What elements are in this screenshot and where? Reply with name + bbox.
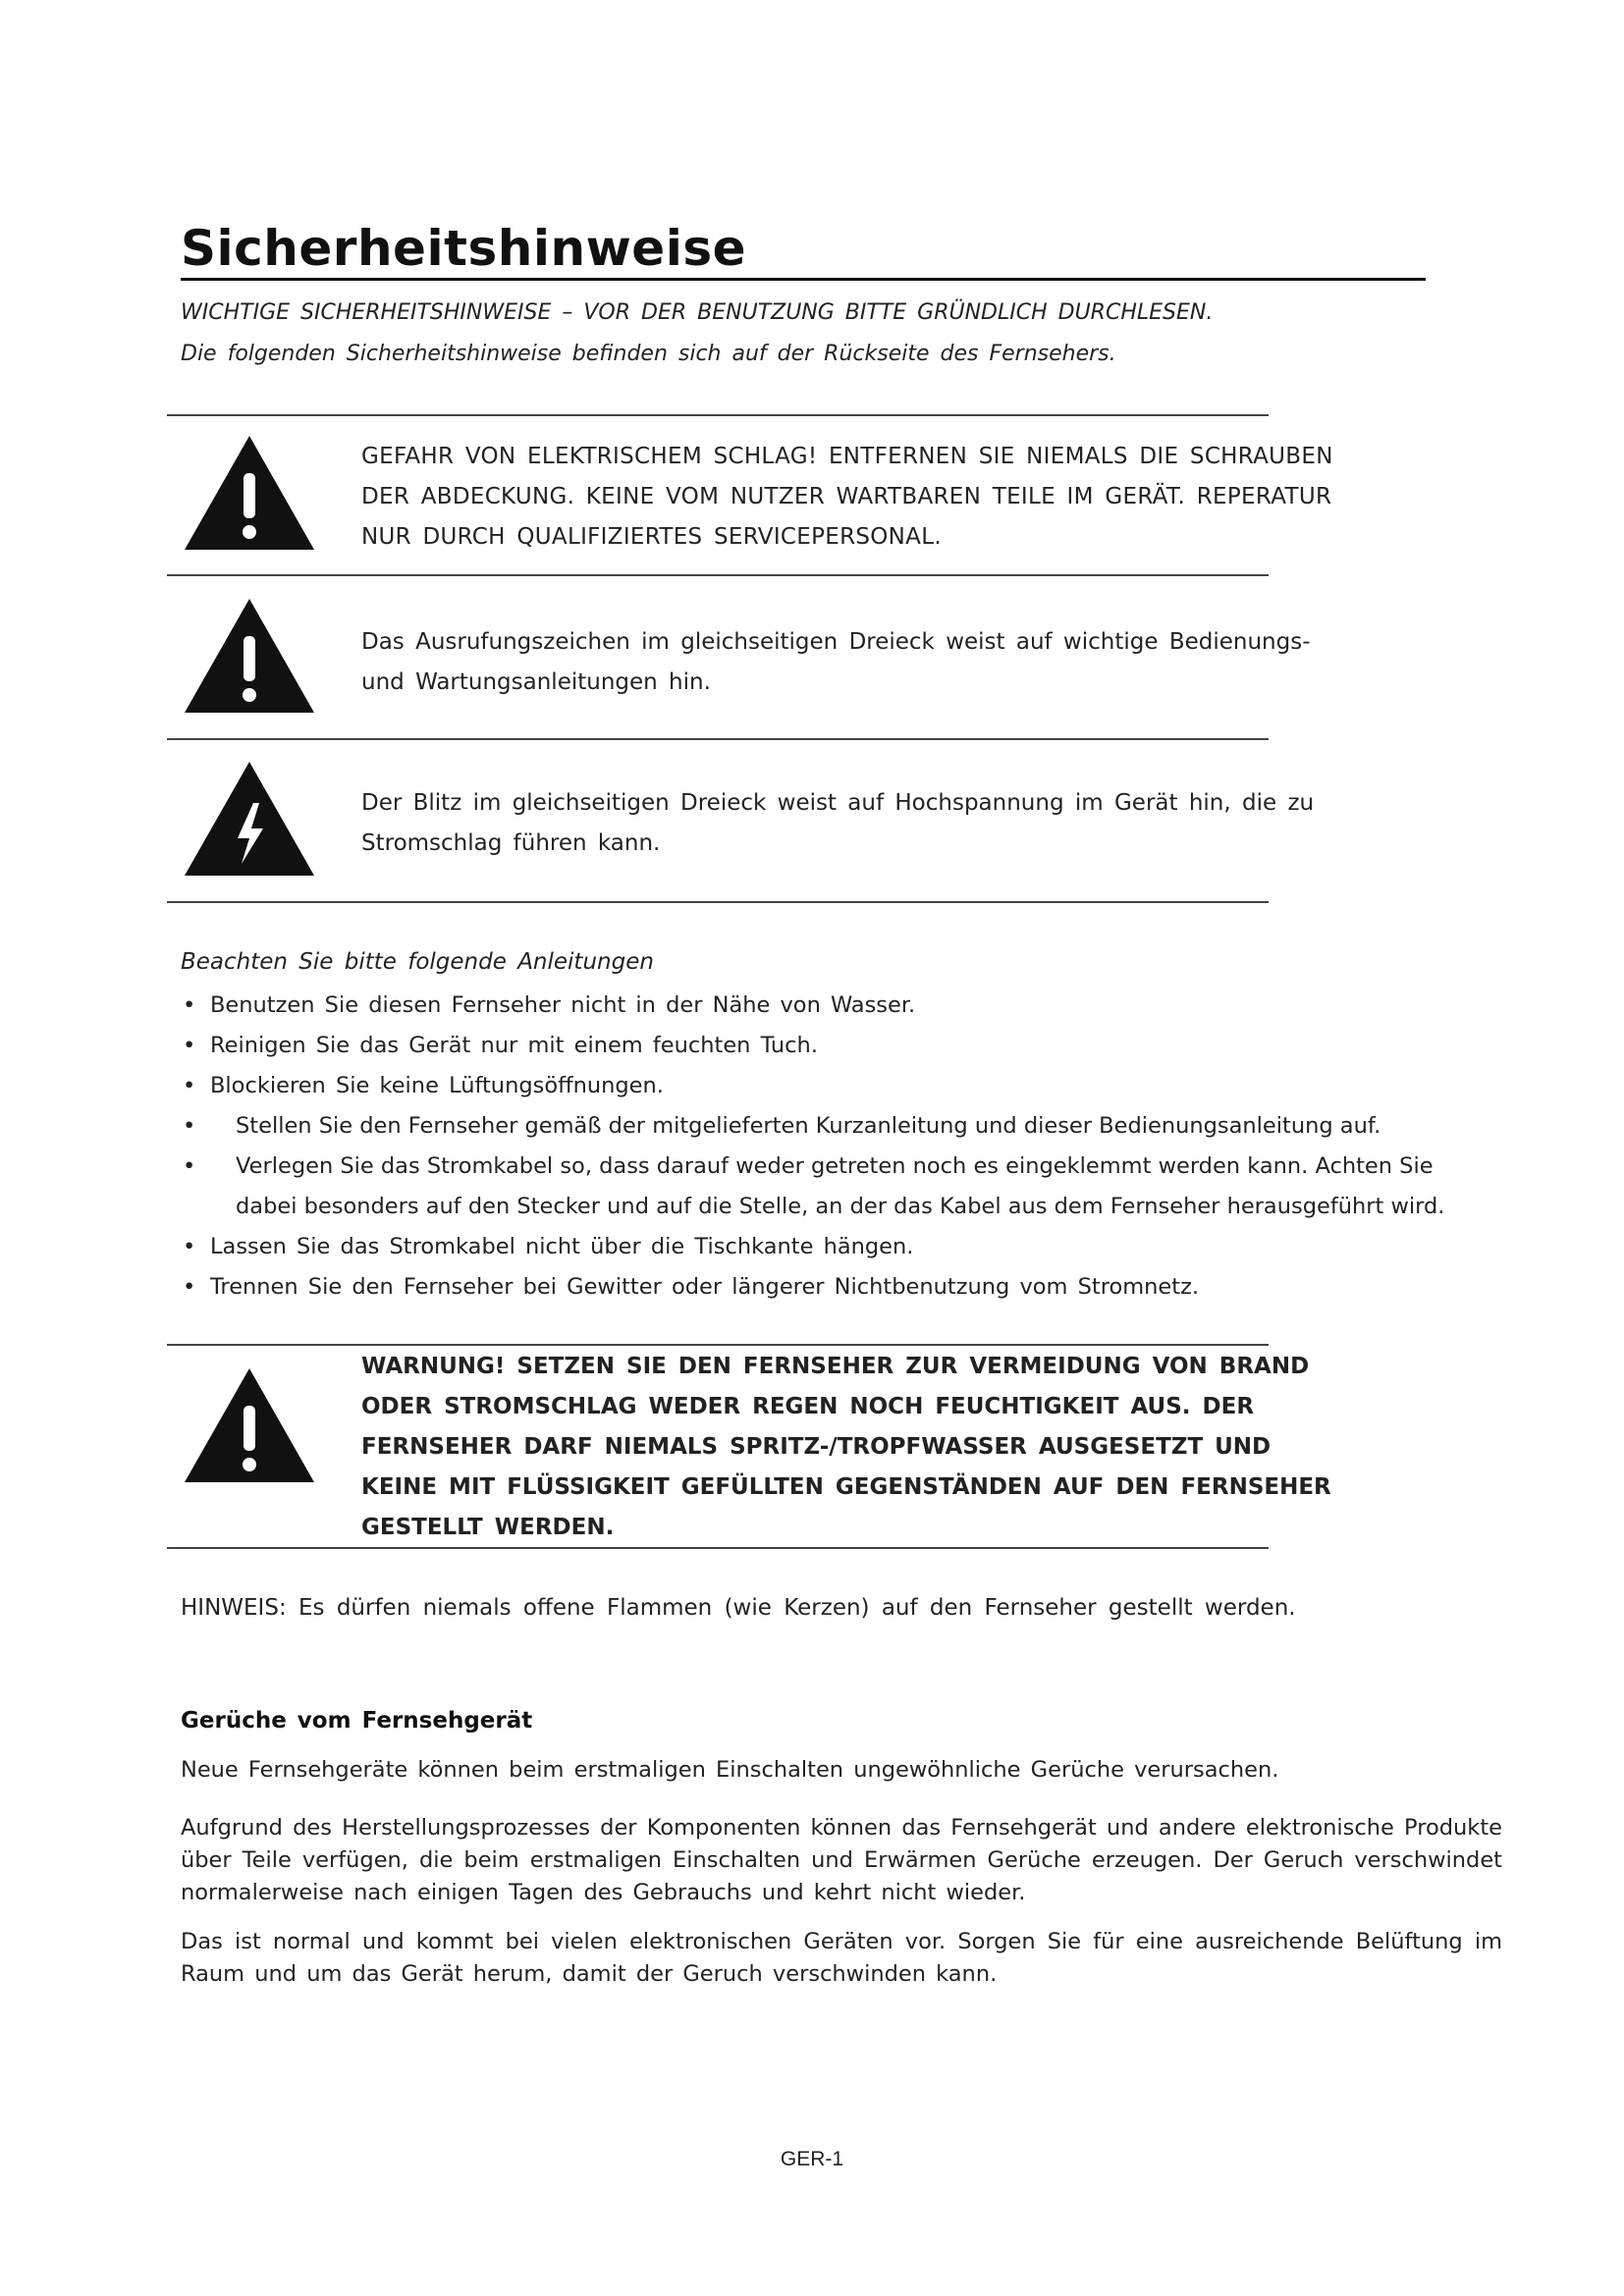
divider — [167, 574, 1269, 576]
list-item: • Stellen Sie den Fernseher gemäß der mitgelieferten Kurzanleitung und dieser Bedienungsanleitung auf. — [183, 1113, 1381, 1139]
divider — [167, 1547, 1269, 1549]
lightning-explanation-text: Der Blitz im gleichseitigen Dreieck weist auf Hochspannung im Gerät hin, die zu Stromschlag führen kann. — [361, 790, 1315, 856]
odors-paragraph: Das ist normal und kommt bei vielen elektronischen Geräten vor. Sorgen Sie für eine ausreichende Belüftung im Raum und um das Gerät herum, damit der Geruch verschwinden kann. — [181, 1929, 1502, 1987]
divider — [167, 738, 1269, 740]
odors-heading: Gerüche vom Fernsehgerät — [181, 1708, 533, 1734]
exclamation-explanation-text: Das Ausrufungszeichen im gleichseitigen Dreieck weist auf wichtige Bedienungs- und Wartungsanleitungen hin. — [361, 629, 1311, 695]
instructions-heading: Beachten Sie bitte folgende Anleitungen — [181, 949, 654, 975]
list-item: • Trennen Sie den Fernseher bei Gewitter oder längerer Nichtbenutzung vom Stromnetz. — [183, 1274, 1200, 1300]
moisture-warning-text: WARNUNG! SETZEN SIE DEN FERNSEHER ZUR VERMEIDUNG VON BRAND ODER STROMSCHLAG WEDER REGEN NOCH FEUCHTIGKEIT AUS. DER FERNSEHER DARF NIEMALS SPRITZ-/TROPFWASSER AUSGESETZT UND KEINE MIT FLÜSSIGKEIT GEFÜLLTEN GEGENSTÄNDEN AUF DEN FERNSEHER GESTELLT WERDEN. — [361, 1354, 1331, 1540]
divider — [167, 414, 1269, 416]
odors-paragraph: Neue Fernsehgeräte können beim erstmaligen Einschalten ungewöhnliche Gerüche verursachen. — [181, 1757, 1279, 1783]
list-item: • Benutzen Sie diesen Fernseher nicht in der Nähe von Wasser. — [183, 992, 916, 1018]
list-item: • Blockieren Sie keine Lüftungsöffnungen. — [183, 1073, 664, 1098]
odors-paragraph: Aufgrund des Herstellungsprozesses der Komponenten können das Fernsehgerät und andere elektronische Produkte über Teile verfügen, die beim erstmaligen Einschalten und Erwärmen Gerüche erzeugen. Der Geruch verschwindet normalerweise nach einigen Tagen des Gebrauchs und kehrt nicht wieder. — [181, 1815, 1502, 1905]
list-item: • Reinigen Sie das Gerät nur mit einem feuchten Tuch. — [183, 1033, 818, 1058]
exclamation-triangle-icon — [181, 595, 318, 717]
intro-note-line: Die folgenden Sicherheitshinweise befinden sich auf der Rückseite des Fernsehers. — [181, 342, 1116, 366]
exclamation-triangle-icon — [181, 432, 318, 554]
intro-warning-line: WICHTIGE SICHERHEITSHINWEISE – VOR DER BENUTZUNG BITTE GRÜNDLICH DURCHLESEN. — [181, 300, 1214, 325]
electric-shock-warning-text: GEFAHR VON ELEKTRISCHEM SCHLAG! ENTFERNEN SIE NIEMALS DIE SCHRAUBEN DER ABDECKUNG. KEINE VOM NUTZER WARTBAREN TEILE IM GERÄT. REPERATUR NUR DURCH QUALIFIZIERTES SERVICEPERSONAL. — [361, 444, 1333, 550]
title-underline — [181, 278, 1426, 281]
page-title: Sicherheitshinweise — [181, 220, 747, 277]
open-flame-hint: HINWEIS: Es dürfen niemals offene Flammen (wie Kerzen) auf den Fernseher gestellt werden. — [181, 1595, 1296, 1621]
divider — [167, 1344, 1269, 1346]
list-item: • Lassen Sie das Stromkabel nicht über die Tischkante hängen. — [183, 1234, 914, 1259]
divider — [167, 901, 1269, 903]
list-item: • Verlegen Sie das Stromkabel so, dass darauf weder getreten noch es eingeklemmt werden kann. Achten Sie dabei besonders auf den Stecker und auf die Stelle, an der das Kabel aus dem Fernseher herausgeführt wird. — [183, 1153, 1445, 1219]
lightning-triangle-icon — [181, 758, 318, 880]
instructions-list — [181, 986, 1487, 1308]
exclamation-triangle-icon — [181, 1364, 318, 1486]
page-number: GER-1 — [780, 2148, 844, 2170]
